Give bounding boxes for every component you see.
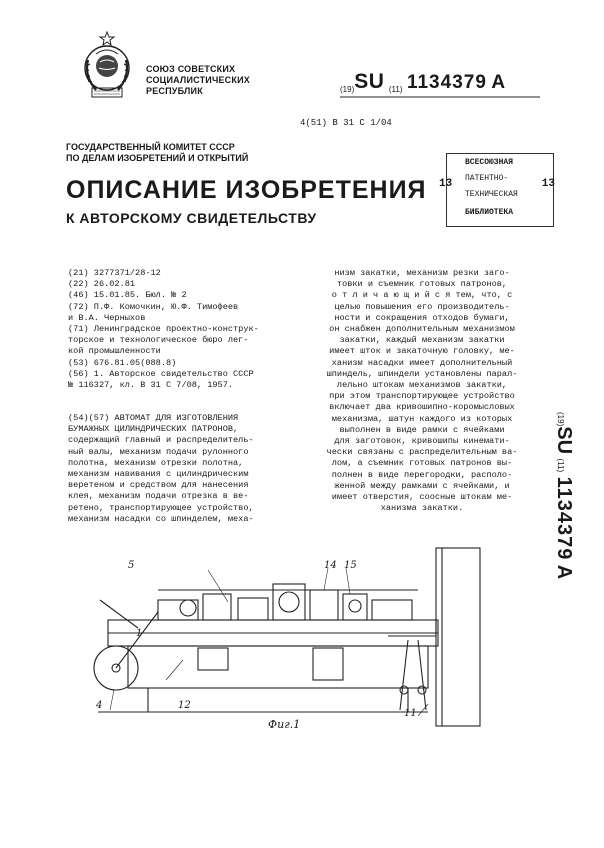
abstract-line: механизм насадки со шпинделем, меха- bbox=[68, 513, 254, 524]
document-subtitle: К АВТОРСКОМУ СВИДЕТЕЛЬСТВУ bbox=[66, 210, 317, 226]
abstract-line: чески связаны с распределительным ва- bbox=[326, 447, 518, 458]
abstract-line: клея, механизм подачи отрезка в ве- bbox=[68, 491, 249, 502]
abstract-line: товки и съемник готовых патронов, bbox=[336, 279, 508, 290]
figure-label: 5 bbox=[128, 560, 135, 571]
stamp-line: БИБЛИОТЕКА bbox=[465, 208, 514, 217]
abstract-line: шпиндель, шпиндели установлены парал- bbox=[326, 368, 518, 379]
org-name bbox=[146, 64, 250, 97]
abstract-line: лом, а съемник готовых патронов вы- bbox=[331, 458, 513, 469]
biblio-line: (22) 26.02.81 bbox=[68, 279, 136, 290]
stamp-line: ТЕХНИЧЕСКАЯ bbox=[465, 190, 518, 199]
figure-label: 12 bbox=[178, 700, 191, 711]
abstract-line: включает два кривошипно-коромысловых bbox=[329, 402, 515, 413]
figure-label: 4 bbox=[96, 700, 103, 711]
ussr-emblem bbox=[78, 30, 136, 104]
biblio-line: кой промышленности bbox=[68, 346, 161, 357]
abstract-line: для заготовок, кривошипы кинемати- bbox=[334, 436, 510, 447]
figure-label: 14 bbox=[324, 560, 337, 571]
figure-caption: Фиг.1 bbox=[268, 718, 301, 731]
figure-label: 11 bbox=[404, 708, 417, 719]
ipc-code: 4(51) B 31 C 1/04 bbox=[300, 118, 392, 128]
biblio-line: (72) П.Ф. Комочкин, Ю.Ф. Тимофеев bbox=[68, 301, 239, 312]
abstract-line: механизма, шатун каждого из которых bbox=[331, 413, 513, 424]
abstract-line: выполнен в виде рамки с ячейками bbox=[339, 424, 505, 435]
abstract-line: имеет отверстия, соосные штокам ме- bbox=[331, 492, 513, 503]
country-code: SU bbox=[354, 70, 385, 93]
biblio-line: (53) 676.81.05(088.8) bbox=[68, 357, 177, 368]
patent-kind: A bbox=[491, 72, 506, 93]
abstract-line: ханизма закатки. bbox=[380, 503, 464, 514]
biblio-line: торское и технологическое бюро лег- bbox=[68, 335, 249, 346]
bibliographic-data bbox=[68, 268, 304, 391]
vertical-number: 1134379 bbox=[553, 476, 575, 561]
abstract-line: БУМАЖНЫХ ЦИЛИНДРИЧЕСКИХ ПАТРОНОВ, bbox=[68, 424, 239, 435]
abstract-line: низм закатки, механизм резки заго- bbox=[334, 268, 510, 278]
abstract-line: лельно штокам механизмов закатки, bbox=[336, 380, 508, 391]
abstract-line: (54)(57) АВТОМАТ ДЛЯ ИЗГОТОВЛЕНИЯ bbox=[68, 413, 239, 423]
org-line: СОЦИАЛИСТИЧЕСКИХ bbox=[146, 75, 250, 85]
abstract-line: ретено, транспортирующее устройство, bbox=[68, 502, 254, 513]
abstract-line: веретеном и средством для нанесения bbox=[68, 480, 249, 491]
stamp-number-left: 13 bbox=[439, 178, 453, 190]
vertical-patent-number bbox=[523, 412, 583, 722]
org-line: СОЮЗ СОВЕТСКИХ bbox=[146, 64, 236, 74]
vertical-code-11: (11) bbox=[556, 458, 565, 473]
abstract-line: ханизм насадки имеет дополнительный bbox=[331, 357, 513, 368]
abstract-line: о т л и ч а ю щ и й с я тем, что, с bbox=[331, 290, 513, 301]
abstract-line: имеет шток и закаточную головку, ме- bbox=[329, 346, 515, 357]
committee-line: ПО ДЕЛАМ ИЗОБРЕТЕНИЙ И ОТКРЫТИЙ bbox=[66, 153, 249, 163]
biblio-line: (56) 1. Авторское свидетельство СССР bbox=[68, 368, 254, 379]
abstract-line: при этом транспортирующее устройство bbox=[329, 391, 515, 402]
abstract-line: ности и сокращения отходов бумаги, bbox=[334, 312, 510, 323]
biblio-line: № 116327, кл. В 31 С 7/08, 1957. bbox=[68, 380, 234, 391]
patent-underline bbox=[340, 96, 540, 100]
vertical-country: SU bbox=[553, 426, 575, 455]
machine-drawing bbox=[88, 540, 508, 735]
abstract-right bbox=[306, 268, 538, 514]
abstract-line: полнен в виде перегородки, располо- bbox=[331, 469, 513, 480]
abstract-left bbox=[68, 413, 304, 525]
patent-number: 1134379 bbox=[406, 72, 487, 93]
code-11: (11) bbox=[388, 85, 403, 94]
vertical-patent-text bbox=[552, 412, 575, 580]
library-stamp bbox=[439, 153, 555, 227]
stamp-number-right: 13 bbox=[541, 178, 555, 190]
biblio-line: и В.А. Черныхов bbox=[68, 312, 146, 323]
biblio-line: (46) 15.01.85. Бюл. № 2 bbox=[68, 290, 187, 301]
abstract-line: женной между рамками с ячейками, и bbox=[334, 480, 510, 491]
abstract-line: ный валы, механизм подачи рулонного bbox=[68, 446, 249, 457]
org-line: РЕСПУБЛИК bbox=[146, 86, 203, 96]
stamp-line: ПАТЕНТНО- bbox=[465, 174, 509, 183]
vertical-code-19: (19) bbox=[556, 412, 565, 427]
abstract-line: механизм навивания с цилиндрическим bbox=[68, 469, 249, 480]
vertical-kind: A bbox=[553, 564, 575, 581]
abstract-line: закатки, каждый механизм закатки bbox=[339, 335, 505, 346]
abstract-line: целью повышения его производитель- bbox=[334, 301, 510, 312]
biblio-line: (21) 3277371/28-12 bbox=[68, 268, 161, 278]
abstract-line: полотна, механизм отрезки полотна, bbox=[68, 457, 244, 468]
biblio-line: (71) Ленинградское проектно-конструк- bbox=[68, 324, 259, 335]
committee-name bbox=[66, 142, 248, 164]
document-title: ОПИСАНИЕ ИЗОБРЕТЕНИЯ bbox=[66, 176, 427, 204]
abstract-line: содержащий главный и распределитель- bbox=[68, 435, 254, 446]
stamp-line: ВСЕСОЮЗНАЯ bbox=[465, 158, 514, 167]
figure-label: 15 bbox=[344, 560, 357, 571]
abstract-line: он снабжен дополнительным механизмом bbox=[329, 324, 515, 335]
figure-label: 1 bbox=[136, 628, 143, 639]
patent-number-block bbox=[340, 70, 505, 94]
committee-line: ГОСУДАРСТВЕННЫЙ КОМИТЕТ СССР bbox=[66, 142, 235, 152]
code-19: (19) bbox=[340, 85, 355, 94]
